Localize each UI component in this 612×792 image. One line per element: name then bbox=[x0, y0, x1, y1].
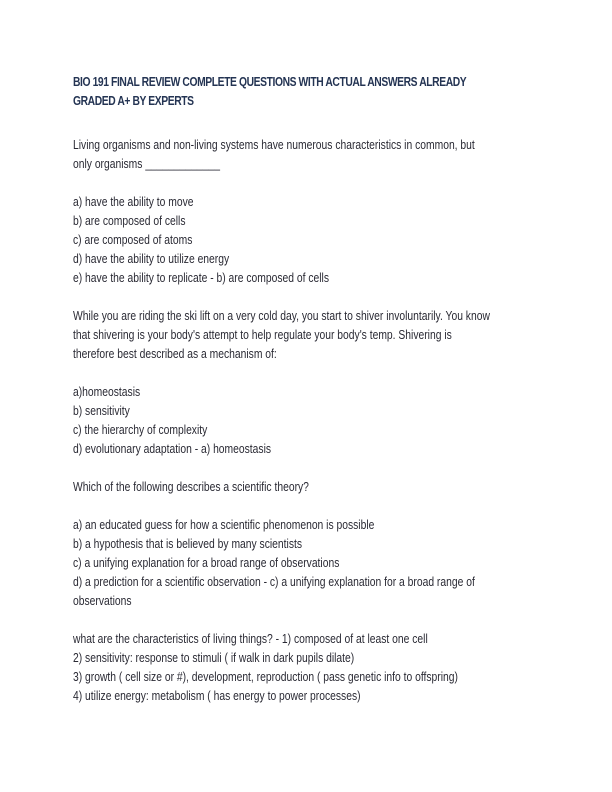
question-stem-line: While you are riding the ski lift on a very cold day, you start to shiver involuntarily. You know bbox=[73, 309, 490, 323]
question-4 bbox=[73, 630, 549, 706]
question-stem-line: that shivering is your body's attempt to help regulate your body's temp. Shivering is bbox=[73, 328, 452, 342]
question-stem-line: Living organisms and non-living systems have numerous characteristics in common, but bbox=[73, 138, 475, 152]
question-answer-line: 2) sensitivity: response to stimuli ( if walk in dark pupils dilate) bbox=[73, 651, 355, 665]
answer-option: observations bbox=[73, 594, 132, 608]
question-answer-line: 4) utilize energy: metabolism ( has energy to power processes) bbox=[73, 689, 361, 703]
answer-option: e) have the ability to replicate - b) are composed of cells bbox=[73, 271, 330, 285]
answer-option: a) have the ability to move bbox=[73, 195, 194, 209]
answer-option: c) a unifying explanation for a broad range of observations bbox=[73, 556, 340, 570]
question-3 bbox=[73, 478, 549, 611]
question-answer-line: 3) growth ( cell size or #), development, reproduction ( pass genetic info to offspring) bbox=[73, 670, 458, 684]
answer-option: d) have the ability to utilize energy bbox=[73, 252, 230, 266]
answer-option: c) are composed of atoms bbox=[73, 233, 193, 247]
answer-option: d) evolutionary adaptation - a) homeostasis bbox=[73, 442, 272, 456]
document-body bbox=[73, 136, 549, 706]
question-stem-line: only organisms _____________ bbox=[73, 157, 220, 171]
answer-option: b) a hypothesis that is believed by many scientists bbox=[73, 537, 303, 551]
question-answer-line: what are the characteristics of living things? - 1) composed of at least one cell bbox=[73, 632, 428, 646]
answer-option: a) an educated guess for how a scientific phenomenon is possible bbox=[73, 518, 375, 532]
answer-option: b) sensitivity bbox=[73, 404, 130, 418]
title-line: GRADED A+ BY EXPERTS bbox=[73, 94, 194, 108]
title-line: BIO 191 FINAL REVIEW COMPLETE QUESTIONS WITH ACTUAL ANSWERS ALREADY bbox=[73, 75, 467, 89]
answer-option: a)homeostasis bbox=[73, 385, 141, 399]
answer-option: d) a prediction for a scientific observation - c) a unifying explanation for a broad range of bbox=[73, 575, 475, 589]
question-2 bbox=[73, 307, 549, 459]
document-title bbox=[73, 72, 532, 110]
question-1 bbox=[73, 136, 549, 288]
answer-option: b) are composed of cells bbox=[73, 214, 186, 228]
question-stem-line: therefore best described as a mechanism of: bbox=[73, 347, 277, 361]
answer-option: c) the hierarchy of complexity bbox=[73, 423, 208, 437]
question-stem-line: Which of the following describes a scientific theory? bbox=[73, 480, 309, 494]
